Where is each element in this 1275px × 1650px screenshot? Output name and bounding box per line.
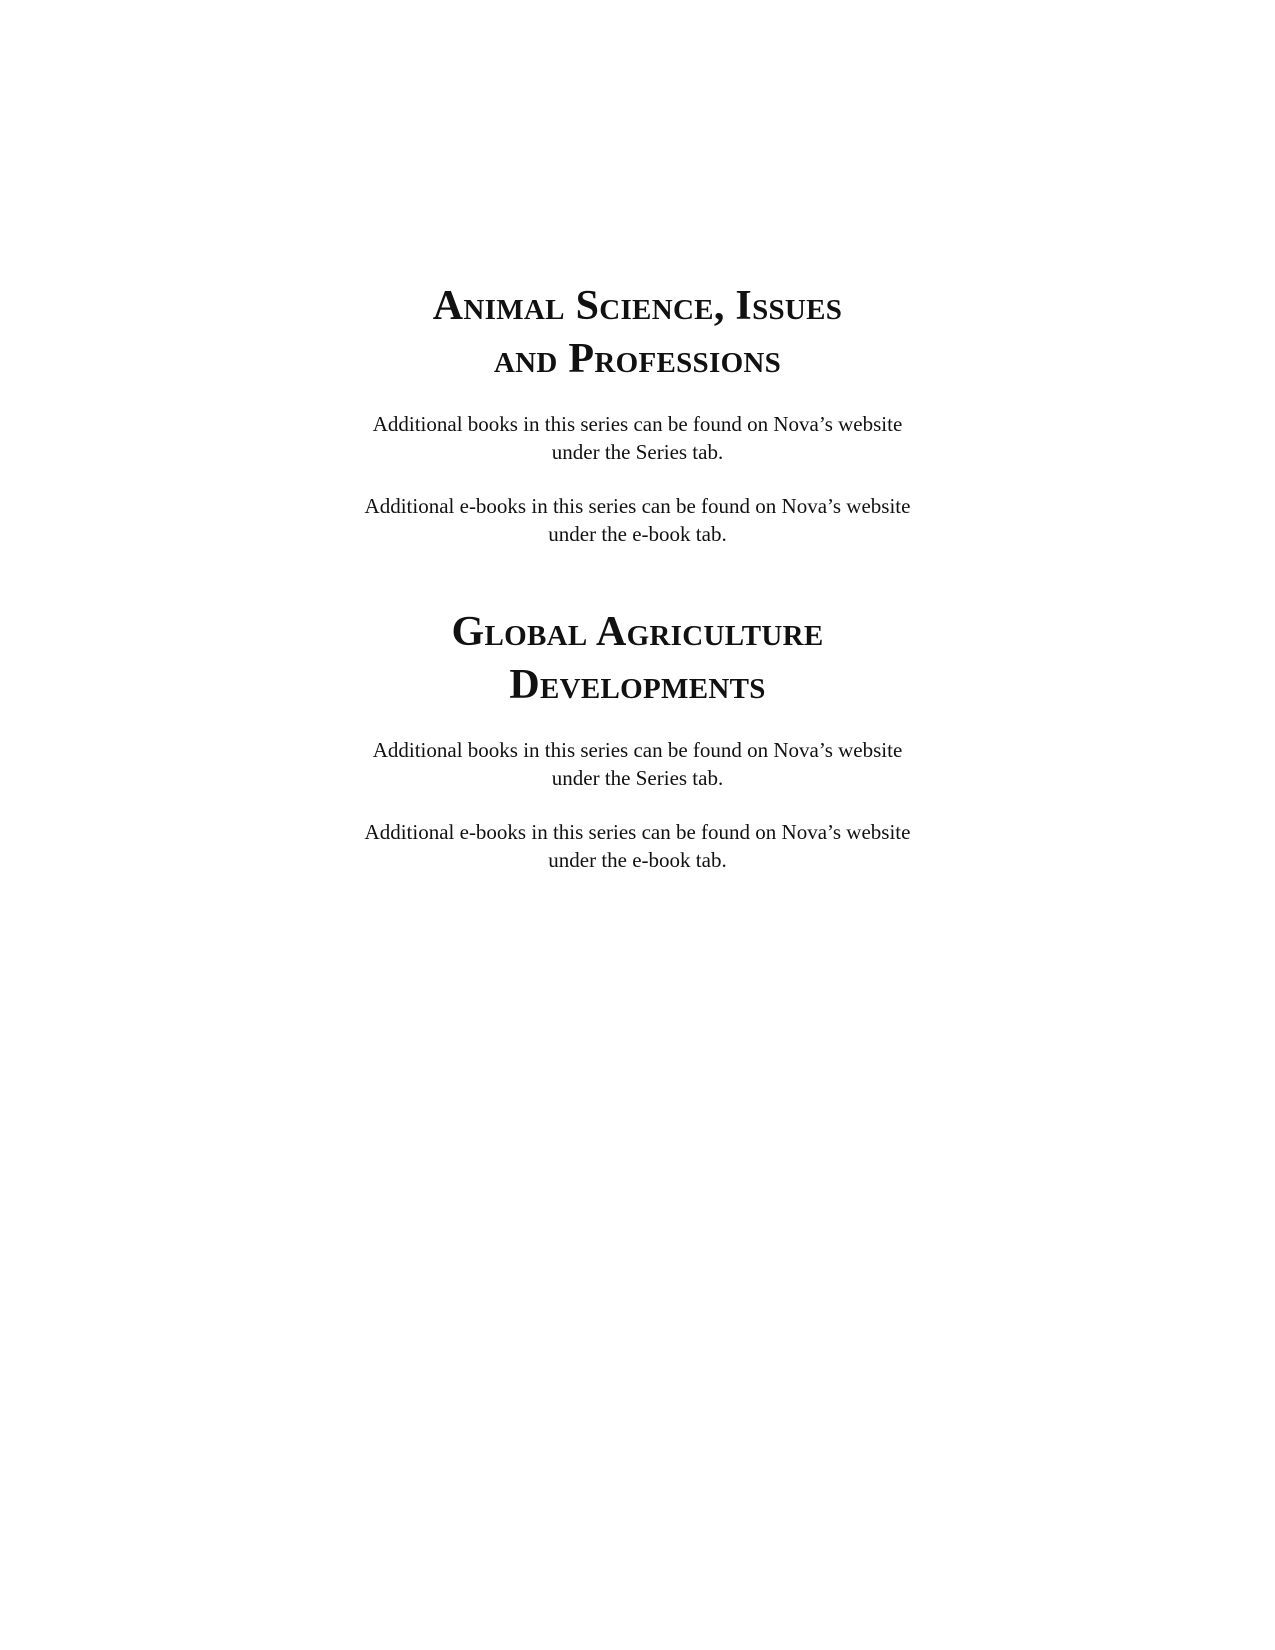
books-note-line: Additional books in this series can be found on Nova’s website <box>372 738 903 762</box>
books-note-line: Additional books in this series can be found on Nova’s website <box>372 412 903 436</box>
series-title-animal-science <box>300 280 975 386</box>
series-title-line: and Professions <box>493 336 782 382</box>
ebooks-note-line: Additional e-books in this series can be found on Nova’s website <box>364 494 911 518</box>
books-note-line: under the Series tab. <box>551 766 724 790</box>
ebooks-note-line: under the e-book tab. <box>548 522 727 546</box>
ebooks-note-line: Additional e-books in this series can be found on Nova’s website <box>364 820 911 844</box>
series-title-line: Global Agriculture <box>451 609 824 655</box>
books-note-line: under the Series tab. <box>551 440 724 464</box>
books-note <box>300 736 975 792</box>
series-title-global-agriculture <box>300 606 975 712</box>
books-note <box>300 410 975 466</box>
ebooks-note <box>300 818 975 874</box>
ebooks-note-line: under the e-book tab. <box>548 848 727 872</box>
series-title-line: Developments <box>509 662 766 708</box>
ebooks-note <box>300 492 975 548</box>
series-title-line: Animal Science, Issues <box>432 283 843 329</box>
